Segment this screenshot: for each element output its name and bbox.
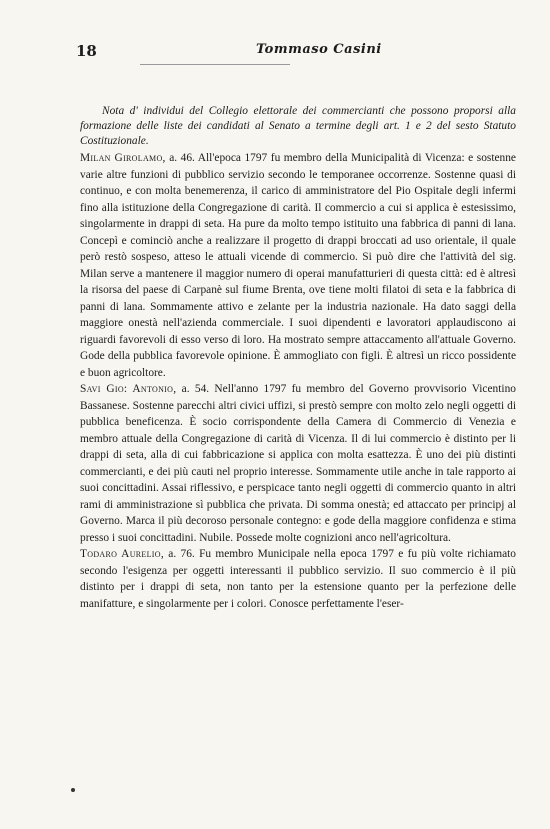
entry-savi [80,381,516,546]
margin-dot [71,788,75,792]
header-rule [140,64,290,67]
entry-name: Todaro Aurelio, [80,548,164,560]
entry-age: a. 46. [169,152,195,164]
entry-text: Fu membro Municipale nella epoca 1797 e fu più volte richiamato secondo l'esigenza per oggetti interessanti il pubblico servizio. Il suo commercio è il più distinto per i drappi di seta, non tanto per la estensione quanto per la perfezione delle manifatture, e singolarmente per i colori. Conosce perfettamente l'eser- [80,548,516,610]
entry-text: Nell'anno 1797 fu membro del Governo provvisorio Vicentino Bassanese. Sostenne parecchi altri civici uffizi, si prestò sempre con molto zelo negli oggetti di pubblica beneficenza. È socio corrispondente della Camera di Commercio di Venezia e membro attuale della Congregazione di carità di Vicenza. Il di lui commercio è distinto per li drappi di seta, alla di cui fabbricazione si applica con molta esattezza. È uno dei più distinti commercianti, e dei più cauti nel proprio interesse. Sommamente utile anche in tale rapporto ai suoi concittadini. Assai riflessivo, e perspicace tanto negli oggetti di commercio quanto in altri rami di amministrazione sì pubblica che privata. Di somma onestà; ed attaccato per principj al Governo. Marca il più decoroso personale contegno: e gode della maggiore confidenza e stima presso i suoi concittadini. Nubile. Possede molte cognizioni anco nell'agricoltura. [80,383,516,544]
running-title: Tommaso Casini [256,42,382,57]
entry-milan [80,150,516,381]
page-header [76,42,516,64]
note-heading: Nota d' individui del Collegio elettorale dei commercianti che possono proporsi alla formazione delle liste dei candidati al Senato a termine degli art. 1 e 2 del sesto Statuto Costituzionale. [80,105,516,148]
entry-age: a. 76. [168,548,195,560]
page-number: 18 [76,42,97,60]
entry-todaro [80,546,516,612]
entry-name: Milan Girolamo, [80,152,166,164]
entry-age: a. 54. [181,383,210,395]
entry-list [80,150,516,612]
entry-name: Savi Gio: Antonio, [80,383,177,395]
entry-text: All'epoca 1797 fu membro della Municipalità di Vicenza: e sostenne varie altre funzioni di pubblico servizio secondo le temporanee occorrenze. Sostenne quasi di continuo, e con molta benemerenza, il carico di amministratore del Pio Ospitale degli infermi fino alla istituzione della Congregazione di carità. Il commercio a cui si applica è estesissimo, singolarmente in drappi di seta. Ha pure da molto tempo istituito una fabbrica di panni di lana. Concepì e cominciò anche a realizzare il progetto di drappi broccati ad uso orientale, il quale però restò sospeso, atteso le attuali vicende di commercio. Si può dire che l'attività del sig. Milan serve a mantenere il maggior numero di operai manufatturieri di questa città: ed è altresì la risorsa del paese di Carpanè sul fiume Brenta, ove tiene molti filatoi di seta e la fabbrica di panni di lana. Sommamente attivo e zelante per la industria nazionale. Ha dato saggi della maggiore onestà nell'azienda commerciale. I suoi dipendenti e lavoratori applaudiscono ai riguardi favorevoli di esso verso di loro. Ha mostrato sempre attaccamento all'attuale Governo. Gode della pubblica favorevole opinione. È ammogliato con figli. È altresì un ricco possidente e buon agricoltore. [80,152,516,379]
